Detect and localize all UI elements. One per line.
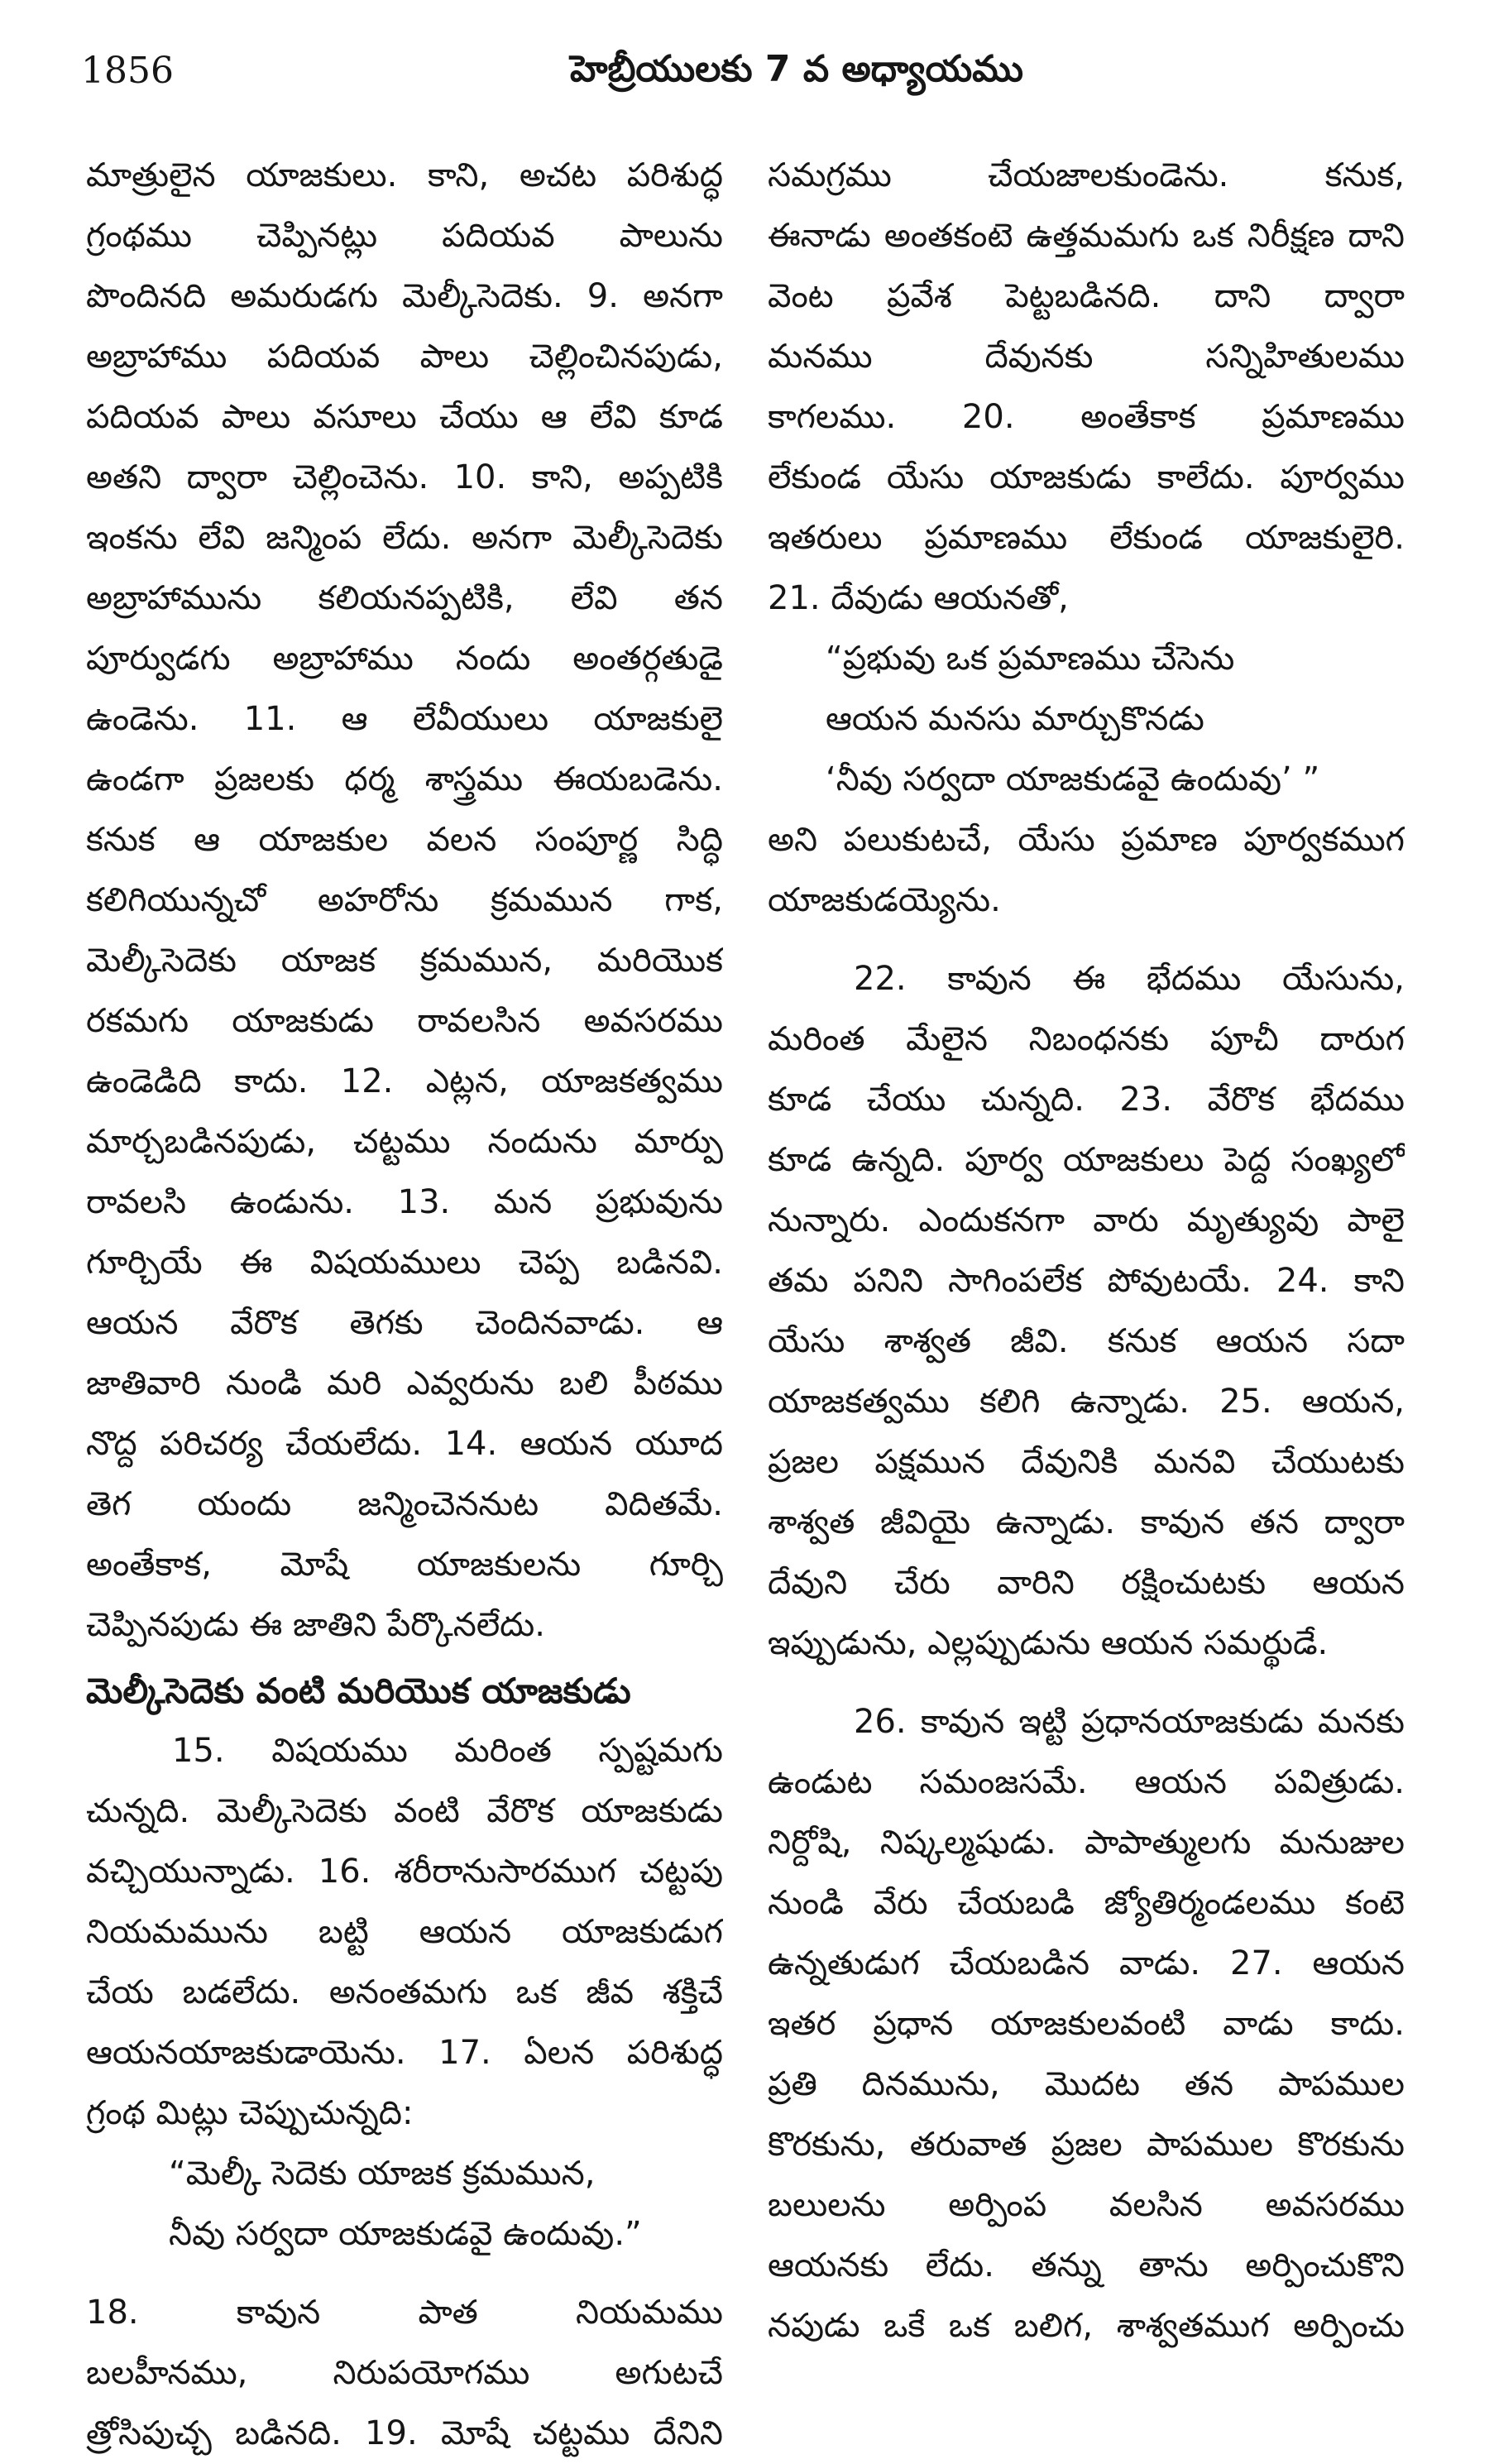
text-line: చెప్పినపుడు ఈ జాతిని పేర్కొనలేదు. xyxy=(86,1606,545,1644)
quote-line: ‘నీవు సర్వదా యాజకుడవై ఉందువు’ ” xyxy=(826,760,1320,798)
right-column xyxy=(768,146,1405,2356)
text-line: చేయ బడలేదు. అనంతమగు ఒక జీవ శక్తిచే xyxy=(86,1973,723,2011)
left-column xyxy=(86,146,723,2464)
text-line: 26. కావున ఇట్టి ప్రధానయాజకుడు మనకు xyxy=(854,1703,1405,1741)
text-line: యాజకత్వము కలిగి ఉన్నాడు. 25. ఆయన, xyxy=(768,1383,1405,1421)
text-line: 22. కావున ఈ భేదము యేసును, xyxy=(854,960,1405,998)
text-line: ఆయనకు లేదు. తన్ను తాను అర్పించుకొని xyxy=(768,2246,1405,2284)
text-line: ఇతరులు ప్రమాణము లేకుండ యాజకులైరి. xyxy=(768,519,1405,557)
text-line: నుండి వేరు చేయబడి జ్యోతిర్మండలము కంటె xyxy=(768,1884,1405,1922)
text-line: నున్నారు. ఎందుకనగా వారు మృత్యువు పాలై xyxy=(768,1201,1405,1239)
text-line: ఈనాడు అంతకంటె ఉత్తమమగు ఒక నిరీక్షణ దాని xyxy=(768,217,1405,255)
text-line: బలహీనము, నిరుపయోగము అగుటచే xyxy=(86,2354,723,2392)
text-line: ఇతర ప్రధాన యాజకులవంటి వాడు కాదు. xyxy=(768,2005,1405,2043)
text-line: 21. దేవుడు ఆయనతో, xyxy=(768,579,1069,617)
text-line: పూర్వుడగు అబ్రాహాము నందు అంతర్గతుడై xyxy=(86,640,723,678)
text-line: దేవుని చేరు వారిని రక్షించుటకు ఆయన xyxy=(768,1564,1405,1602)
running-head: హెబ్రీయులకు 7 వ అధ్యాయము xyxy=(570,48,1023,90)
text-line: 15. విషయము మరింత స్పష్టమగు xyxy=(172,1732,723,1770)
text-line: అబ్రాహాము పదియవ పాలు చెల్లించినపుడు, xyxy=(86,338,723,376)
text-line: ఉండగా ప్రజలకు ధర్మ శాస్త్రము ఈయబడెను. xyxy=(86,760,723,798)
quote-line: నీవు సర్వదా యాజకుడవై ఉందువు.” xyxy=(169,2215,642,2253)
text-line: తెగ యందు జన్మించెననుట విదితమే. xyxy=(86,1485,723,1523)
text-line: గూర్చియే ఈ విషయములు చెప్ప బడినవి. xyxy=(86,1244,723,1282)
text-line: మరింత మేలైన నిబంధనకు పూచీ దారుగ xyxy=(768,1020,1405,1058)
text-line: నపుడు ఒకే ఒక బలిగ, శాశ్వతముగ అర్పించు xyxy=(768,2307,1405,2345)
text-line: జాతివారి నుండి మరి ఎవ్వరును బలి పీఠము xyxy=(86,1364,723,1402)
text-line: యేసు శాశ్వత జీవి. కనుక ఆయన సదా xyxy=(768,1322,1405,1360)
text-line: గ్రంథ మిట్లు చెప్పుచున్నది: xyxy=(86,2094,414,2132)
text-line: ఉన్నతుడుగ చేయబడిన వాడు. 27. ఆయన xyxy=(768,1944,1405,1982)
text-line: బలులను అర్పింప వలసిన అవసరము xyxy=(768,2186,1405,2224)
quote-line: ఆయన మనసు మార్చుకొనడు xyxy=(826,700,1204,738)
section-heading: మెల్కీసెదెకు వంటి మరియొక యాజకుడు xyxy=(86,1671,631,1711)
text-line: అని పలుకుటచే, యేసు ప్రమాణ పూర్వకముగ xyxy=(768,821,1405,859)
text-line: కనుక ఆ యాజకుల వలన సంపూర్ణ సిద్ధి xyxy=(86,821,723,859)
text-line: ఉండుట సమంజసమే. ఆయన పవిత్రుడు. xyxy=(768,1763,1405,1801)
text-line: నొద్ద పరిచర్య చేయలేదు. 14. ఆయన యూద xyxy=(86,1425,723,1463)
text-line: కొరకును, తరువాత ప్రజల పాపముల కొరకును xyxy=(768,2126,1405,2164)
text-line: లేకుండ యేసు యాజకుడు కాలేదు. పూర్వము xyxy=(768,458,1405,496)
text-line: పొందినది అమరుడగు మెల్కీసెదెకు. 9. అనగా xyxy=(86,277,723,315)
quote-line: “ప్రభువు ఒక ప్రమాణము చేసెను xyxy=(826,640,1235,678)
text-line: శాశ్వత జీవియై ఉన్నాడు. కావున తన ద్వారా xyxy=(768,1503,1405,1541)
text-line: నిర్దోషి, నిష్కల్మషుడు. పాపాత్ములగు మనుజుల xyxy=(768,1824,1405,1862)
text-line: చున్నది. మెల్కీసెదెకు వంటి వేరొక యాజకుడు xyxy=(86,1792,723,1830)
text-line: రకమగు యాజకుడు రావలసిన అవసరము xyxy=(86,1002,723,1040)
text-line: అబ్రాహామును కలియనప్పటికి, లేవి తన xyxy=(86,579,723,617)
text-line: త్రోసిపుచ్చ బడినది. 19. మోషే చట్టము దేనిని xyxy=(86,2414,723,2452)
text-line: 18. కావున పాత నియమము xyxy=(86,2294,723,2332)
text-line: కాగలము. 20. అంతేకాక ప్రమాణము xyxy=(768,398,1405,436)
text-line: అంతేకాక, మోషే యాజకులను గూర్చి xyxy=(86,1546,723,1584)
text-line: పదియవ పాలు వసూలు చేయు ఆ లేవి కూడ xyxy=(86,398,723,436)
text-line: సమగ్రము చేయజాలకుండెను. కనుక, xyxy=(768,156,1405,194)
quote-line: “మెల్కీ సెదెకు యాజక క్రమమున, xyxy=(169,2155,596,2193)
text-line: ఉండెడిది కాదు. 12. ఎట్లన, యాజకత్వము xyxy=(86,1062,723,1100)
page-number: 1856 xyxy=(81,50,174,92)
text-line: నియమమును బట్టి ఆయన యాజకుడుగ xyxy=(86,1913,723,1951)
text-line: కూడ ఉన్నది. పూర్వ యాజకులు పెద్ద సంఖ్యలో xyxy=(768,1141,1405,1179)
text-line: మాత్రులైన యాజకులు. కాని, అచట పరిశుద్ధ xyxy=(86,156,723,194)
text-line: మనము దేవునకు సన్నిహితులము xyxy=(768,338,1405,376)
text-line: ఆయనయాజకుడాయెను. 17. ఏలన పరిశుద్ధ xyxy=(86,2034,723,2072)
text-line: రావలసి ఉండును. 13. మన ప్రభువును xyxy=(86,1183,723,1221)
text-line: మెల్కీసెదెకు యాజక క్రమమున, మరియొక xyxy=(86,942,723,980)
text-line: ఇప్పుడును, ఎల్లప్పుడును ఆయన సమర్థుడే. xyxy=(768,1624,1329,1662)
text-line: మార్చబడినపుడు, చట్టము నందును మార్పు xyxy=(86,1123,723,1161)
text-line: గ్రంథము చెప్పినట్లు పదియవ పాలును xyxy=(86,217,723,255)
text-line: అతని ద్వారా చెల్లించెను. 10. కాని, అప్పటికి xyxy=(86,458,723,496)
text-line: ఆయన వేరొక తెగకు చెందినవాడు. ఆ xyxy=(86,1304,723,1342)
text-line: యాజకుడయ్యెను. xyxy=(768,881,1001,919)
text-line: ప్రజల పక్షమున దేవునికి మనవి చేయుటకు xyxy=(768,1443,1405,1481)
text-line: కలిగియున్నచో అహరోను క్రమమున గాక, xyxy=(86,881,723,919)
text-line: వచ్చియున్నాడు. 16. శరీరానుసారముగ చట్టపు xyxy=(86,1853,723,1891)
text-line: ఉండెను. 11. ఆ లేవీయులు యాజకులై xyxy=(86,700,723,738)
text-line: ఇంకను లేవి జన్మింప లేదు. అనగా మెల్కీసెదెకు xyxy=(86,519,723,557)
text-line: కూడ చేయు చున్నది. 23. వేరొక భేదము xyxy=(768,1081,1405,1119)
text-line: తమ పనిని సాగింపలేక పోవుటయే. 24. కాని xyxy=(768,1262,1405,1300)
text-line: వెంట ప్రవేశ పెట్టబడినది. దాని ద్వారా xyxy=(768,277,1405,315)
text-line: ప్రతి దినమును, మొదట తన పాపముల xyxy=(768,2065,1405,2103)
